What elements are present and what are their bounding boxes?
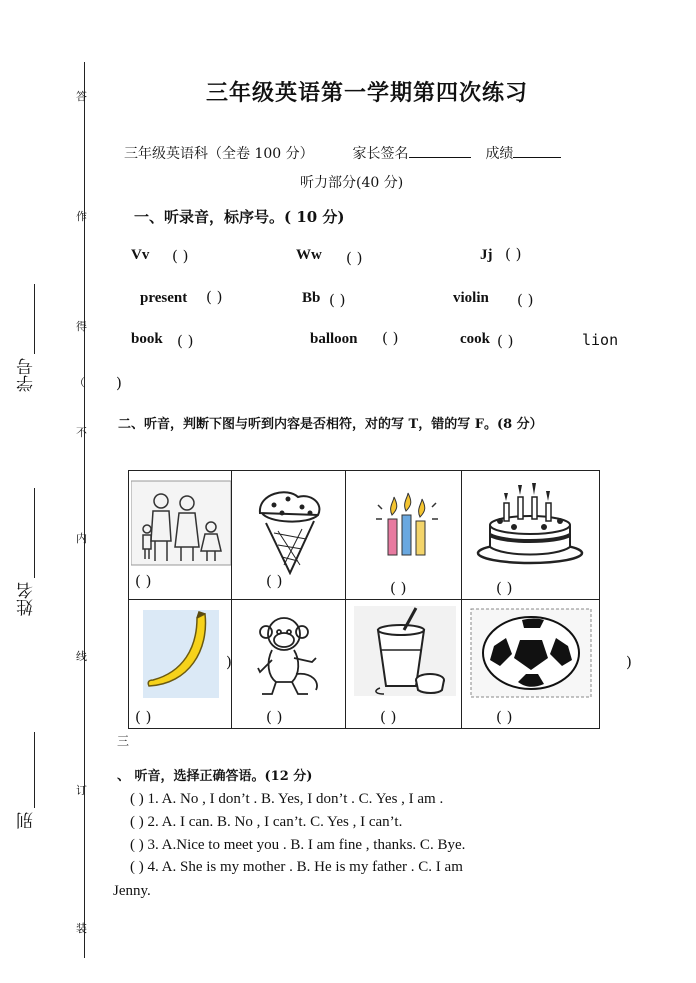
picture-cell <box>232 600 346 728</box>
section3-heading: 、 听音，选择正确答语。(12 分) <box>117 769 313 784</box>
picture-cell <box>462 471 599 600</box>
binding-line <box>84 62 85 958</box>
name-blank[interactable] <box>34 488 35 578</box>
answer-paren[interactable]: ( ) <box>390 579 407 597</box>
word-item: cook <box>460 331 490 347</box>
page-title: 三年级英语第一学期第四次练习 <box>206 80 529 106</box>
section3-number: 三 <box>117 734 130 748</box>
answer-paren[interactable]: ( ) <box>266 572 283 590</box>
answer-paren[interactable]: ( ) <box>496 708 513 726</box>
answer-paren[interactable]: ( ) <box>496 579 513 597</box>
class-blank[interactable] <box>34 732 35 808</box>
stray-paren: ) <box>226 653 232 671</box>
question-item[interactable]: ( ) 1. A. No , I don’t . B. Yes, I don’t . C. Yes , I am . <box>130 791 444 807</box>
question-wrap: Jenny. <box>113 883 151 899</box>
answer-paren[interactable]: ( ) <box>380 708 397 726</box>
side-char: 线 <box>76 650 87 663</box>
word-item: balloon <box>310 331 358 347</box>
answer-paren[interactable]: ( ) <box>135 708 152 726</box>
side-char: 装 <box>76 922 87 935</box>
answer-paren[interactable]: ( ) <box>177 332 194 350</box>
word-item: present <box>140 290 188 306</box>
student-number-label: 学号 <box>17 358 37 392</box>
side-char: 答 <box>76 90 87 103</box>
word-item: violin <box>453 290 489 306</box>
word-item: Bb <box>302 290 321 306</box>
family-icon <box>131 477 231 569</box>
birthday-cake-icon <box>474 479 586 567</box>
picture-cell <box>462 600 599 728</box>
picture-cell <box>232 471 346 600</box>
parent-sign-label: 家长签名 <box>352 146 409 162</box>
course-info: 三年级英语科（全卷 100 分） <box>124 146 314 162</box>
question-item[interactable]: ( ) 4. A. She is my mother . B. He is my father . C. I am <box>130 859 463 875</box>
score-label: 成绩 <box>485 146 514 162</box>
football-icon <box>470 608 592 698</box>
picture-cell <box>346 471 462 600</box>
class-label: 别 <box>17 812 37 829</box>
answer-paren[interactable]: ( ) <box>346 249 363 267</box>
answer-paren[interactable]: ( ) <box>505 245 522 263</box>
answer-paren[interactable]: ) <box>116 374 122 392</box>
picture-grid <box>128 470 600 729</box>
parent-sign-blank[interactable] <box>409 145 471 158</box>
answer-paren[interactable]: ( ) <box>135 572 152 590</box>
side-char: 内 <box>76 532 87 545</box>
student-number-blank[interactable] <box>34 284 35 354</box>
monkey-icon <box>246 612 330 698</box>
side-char: 不 <box>76 426 87 439</box>
answer-paren[interactable]: ( ) <box>382 329 399 347</box>
side-char: 订 <box>76 784 87 797</box>
picture-cell <box>129 600 232 728</box>
word-item: Ww <box>296 247 322 263</box>
answer-paren[interactable]: ( ) <box>206 288 223 306</box>
juice-icon <box>354 606 456 696</box>
section2-heading: 二、听音，判断下图与听到内容是否相符，对的写 T，错的写 F。(8 分） <box>118 417 543 432</box>
answer-paren[interactable]: ( ) <box>172 247 189 265</box>
subtitle-row <box>124 143 561 163</box>
answer-paren[interactable]: ( ) <box>329 291 346 309</box>
score-blank[interactable] <box>513 145 561 158</box>
picture-cell <box>346 600 462 728</box>
word-item: Vv <box>131 247 150 263</box>
section1-heading: 一、听录音，标序号。( 10 分) <box>134 208 345 226</box>
name-label: 姓名 <box>17 582 37 616</box>
answer-paren[interactable]: ( ) <box>517 291 534 309</box>
side-char: 得 <box>76 320 87 333</box>
listening-part-heading: 听力部分(40 分) <box>300 175 404 191</box>
side-char: （ <box>74 376 85 389</box>
stray-paren: ) <box>626 653 632 671</box>
candles-icon <box>374 489 440 563</box>
word-item: lion <box>582 331 619 349</box>
picture-cell <box>129 471 232 600</box>
word-item: book <box>131 331 163 347</box>
answer-paren[interactable]: ( ) <box>266 708 283 726</box>
word-item: Jj <box>480 247 493 263</box>
question-item[interactable]: ( ) 2. A. I can. B. No , I can’t. C. Yes , I can’t. <box>130 814 403 830</box>
ice-cream-icon <box>248 483 330 575</box>
question-item[interactable]: ( ) 3. A.Nice to meet you . B. I am fine , thanks. C. Bye. <box>130 837 466 853</box>
banana-icon <box>143 610 219 698</box>
answer-paren[interactable]: ( ) <box>497 332 514 350</box>
side-char: 作 <box>76 210 87 223</box>
